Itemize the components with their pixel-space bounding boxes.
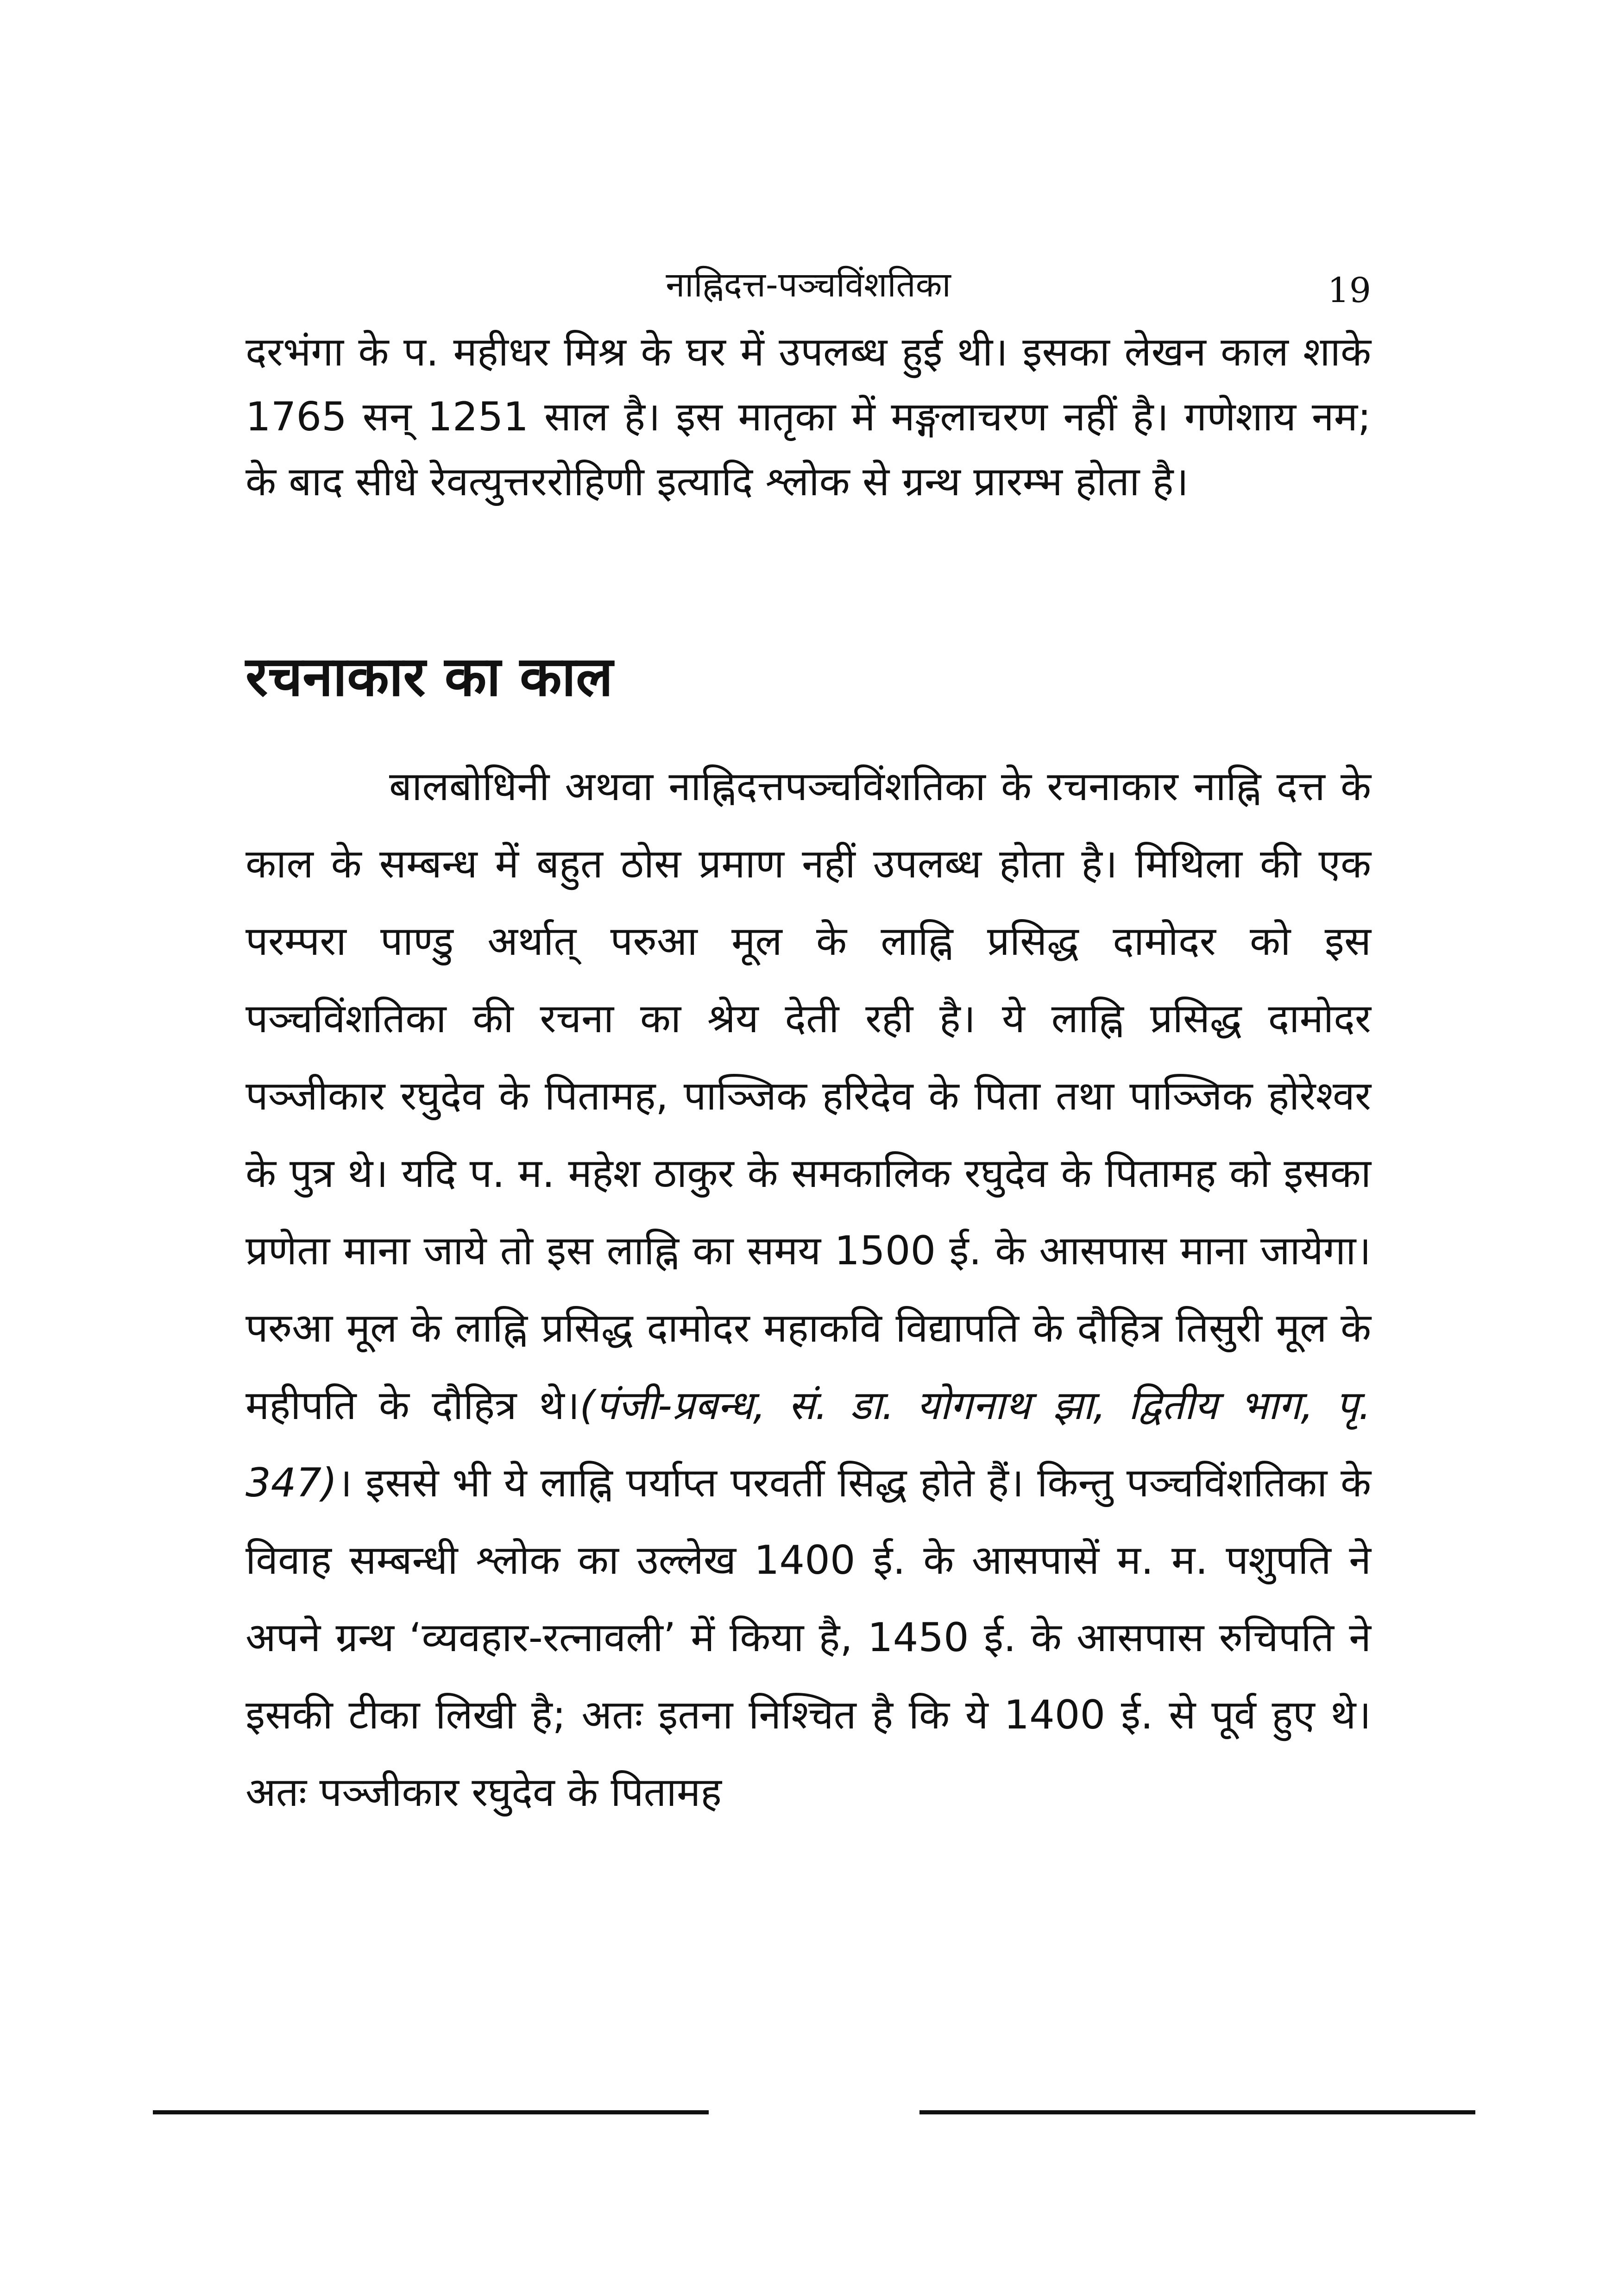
paragraph-text-part-2: । इससे भी ये लाह्नि पर्याप्त परवर्ती सिद्ध होते हैं। किन्तु पञ्चविंशतिका के विवाह सम्बन्धी श्लोक का उल्लेख 1400 ई. के आसपासें म. म. पशुपति ने अपने ग्रन्थ ‘व्यवहार-रत्नावली’ में किया है, 1450 ई. के आसपास रुचिपति ने इसकी टीका लिखी है; अतः इतना निश्चित है कि ये 1400 ई. से पूर्व हुए थे।अतः पञ्जीकार रघुदेव के पितामह	[246, 1460, 1371, 1816]
paragraph-continued: दरभंगा के प. महीधर मिश्र के घर में उपलब्ध हुई थी। इसका लेखन काल शाके 1765 सन् 1251 साल है। इस मातृका में मङ्गलाचरण नहीं है। गणेशाय नम; के बाद सीधे रेवत्युत्तररोहिणी इत्यादि श्लोक से ग्रन्थ प्रारम्भ होता है।	[246, 329, 1371, 505]
footer-rule-right	[919, 2110, 1475, 2114]
page-number: 19	[1327, 271, 1371, 310]
paragraph-text-part-1: बालबोधिनी अथवा नाह्निदत्तपञ्चविंशतिका के रचनाकार नाह्नि दत्त के काल के सम्बन्ध में बहुत ठोस प्रमाण नहीं उपलब्ध होता है। मिथिला की एक परम्परा पाण्डु अर्थात् परुआ मूल के लाह्नि प्रसिद्ध दामोदर को इस पञ्चविंशतिका की रचना का श्रेय देती रही है। ये लाह्नि प्रसिद्ध दामोदर पञ्जीकार रघुदेव के पितामह, पाञ्जिक हरिदेव के पिता तथा पाञ्जिक होरेश्वर के पुत्र थे। यदि प. म. महेश ठाकुर के समकालिक रघुदेव के पितामह को इसका प्रणेता माना जाये तो इस लाह्नि का समय 1500 ई. के आसपास माना जायेगा। परुआ मूल के लाह्नि प्रसिद्ध दामोदर महाकवि विद्यापति के दौहित्र तिसुरी मूल के महीपति के दौहित्र थे।	[246, 763, 1371, 1429]
running-title: नाह्निदत्त-पञ्चविंशतिका	[666, 265, 951, 305]
running-header	[246, 259, 1371, 310]
citation: (पंजी-प्रबन्ध, सं. डा. योगनाथ झा, द्वितीय भाग, पृ. 347)	[246, 1382, 1371, 1506]
section-heading: रचनाकार का काल	[246, 644, 613, 708]
paragraph-author-period	[246, 748, 1371, 1831]
footer-rule-left	[153, 2110, 709, 2114]
